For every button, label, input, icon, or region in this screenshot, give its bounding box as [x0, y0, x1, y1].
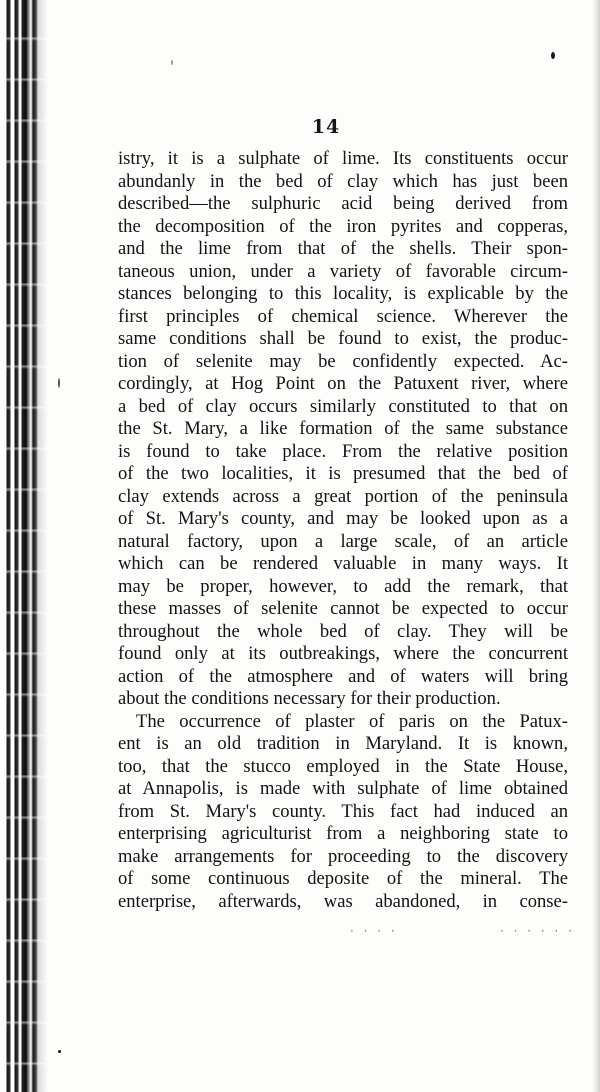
text-line: and the lime from that of the shells. Their spon- [118, 238, 568, 259]
ink-speck [58, 1050, 61, 1053]
ink-speck [58, 378, 60, 388]
text-line: cordingly, at Hog Point on the Patuxent river, where [118, 373, 568, 394]
book-binding-edge [0, 0, 48, 1092]
text-line: found only at its outbreakings, where the concurrent [118, 643, 568, 664]
text-line: these masses of selenite cannot be expected to occur [118, 598, 568, 619]
text-line: natural factory, upon a large scale, of an article [118, 530, 568, 552]
text-line: described—the sulphuric acid being derived from [118, 193, 568, 214]
text-line: action of the atmosphere and of waters will bring [118, 665, 568, 687]
body-text [118, 148, 568, 913]
text-line: istry, it is a sulphate of lime. Its constituents occur [118, 148, 568, 169]
text-line: first principles of chemical science. Wherever the [118, 305, 568, 327]
text-line: at Annapolis, is made with sulphate of lime obtained [118, 778, 568, 799]
bleed-through-marks: · · · · · · [500, 924, 575, 938]
bleed-through-marks: · · · · [350, 924, 398, 938]
text-line: of some continuous deposite of the mineral. The [118, 868, 568, 889]
text-line: too, that the stucco employed in the State House, [118, 755, 568, 777]
text-line: same conditions shall be found to exist, the produc- [118, 328, 568, 349]
text-line: ent is an old tradition in Maryland. It is known, [118, 733, 568, 754]
text-line: stances belonging to this locality, is explicable by the [118, 283, 568, 304]
text-line: is found to take place. From the relative position [118, 440, 568, 462]
text-line: may be proper, however, to add the remark, that [118, 575, 568, 597]
text-line: which can be rendered valuable in many ways. It [118, 553, 568, 574]
text-line: from St. Mary's county. This fact had induced an [118, 800, 568, 822]
text-line: a bed of clay occurs similarly constituted to that on [118, 395, 568, 417]
text-line: of the two localities, it is presumed that the bed of [118, 463, 568, 484]
ink-speck [551, 52, 555, 59]
text-line: throughout the whole bed of clay. They will be [118, 620, 568, 642]
text-line: the decomposition of the iron pyrites and copperas, [118, 215, 568, 237]
text-line: make arrangements for proceeding to the discovery [118, 845, 568, 867]
text-line: clay extends across a great portion of the peninsula [118, 485, 568, 507]
text-line: enterprise, afterwards, was abandoned, in conse- [118, 890, 568, 912]
text-line: taneous union, under a variety of favorable circum- [118, 260, 568, 282]
text-line: tion of selenite may be confidently expected. Ac- [118, 350, 568, 372]
ink-speck [171, 60, 173, 65]
page-number: 14 [311, 116, 341, 138]
text-line: about the conditions necessary for their production. [118, 688, 501, 709]
page-right-edge [592, 0, 600, 1092]
text-line: of St. Mary's county, and may be looked upon as a [118, 508, 568, 529]
text-line: abundanly in the bed of clay which has just been [118, 170, 568, 192]
text-line: The occurrence of plaster of paris on the Patux- [136, 710, 568, 732]
text-line: enterprising agriculturist from a neighboring state to [118, 823, 568, 844]
text-line: the St. Mary, a like formation of the same substance [118, 418, 568, 439]
